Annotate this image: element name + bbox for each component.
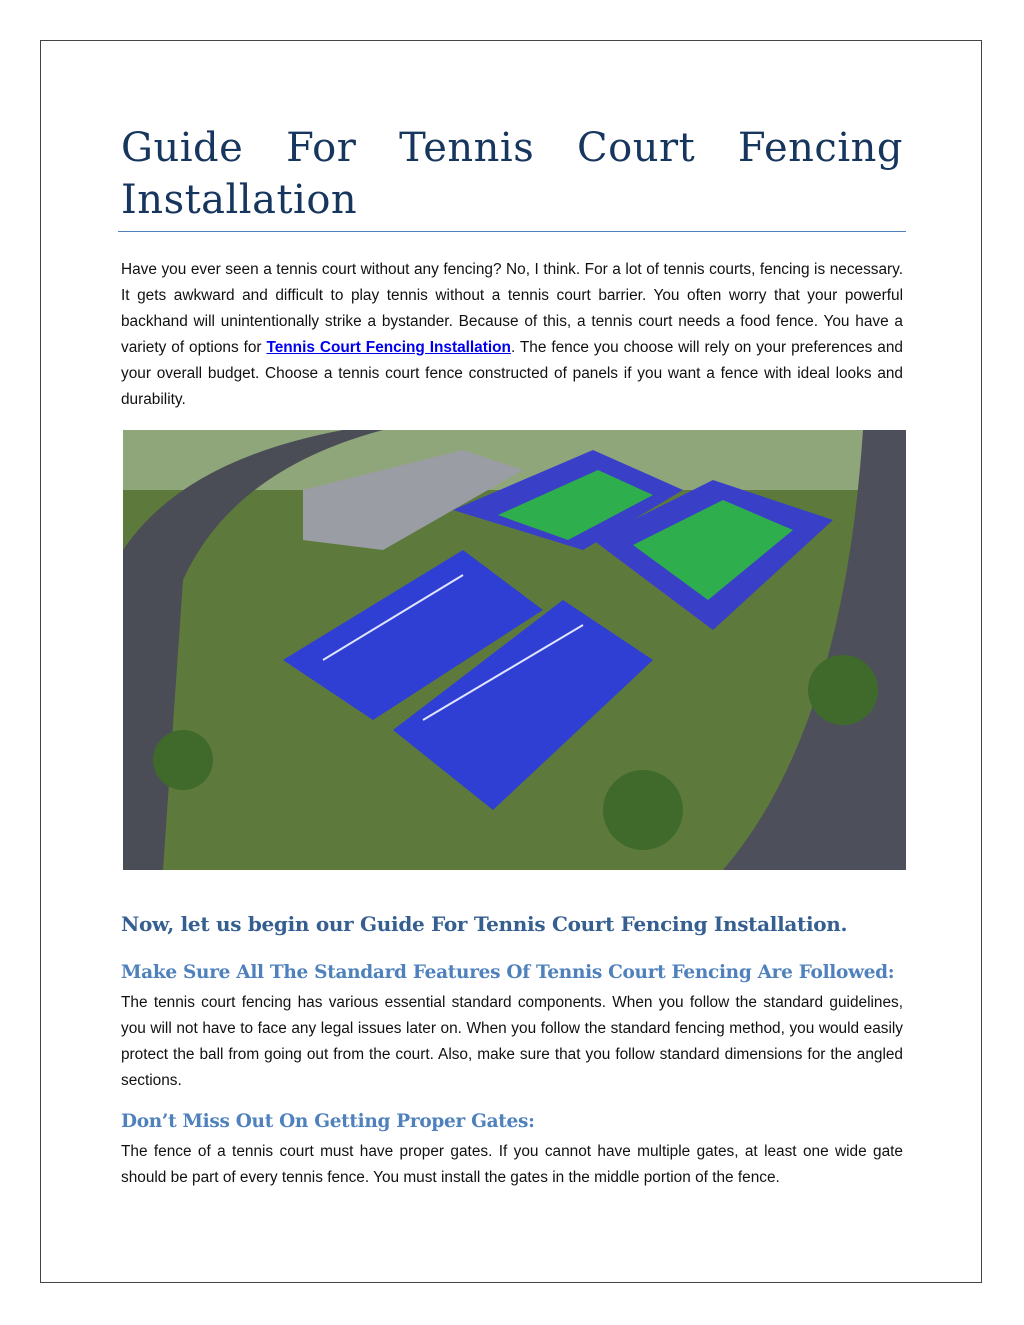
document-title: Guide For Tennis Court Fencing Installation: [121, 125, 903, 223]
section-body-gates: The fence of a tennis court must have proper gates. If you cannot have multiple gates, at least one wide gate should be part of every tennis fence. You must install the gates in the middle portion of the fence.: [121, 1143, 903, 1186]
section-heading-standards: Make Sure All The Standard Features Of Tennis Court Fencing Are Followed:: [121, 962, 895, 983]
title-divider: [118, 231, 906, 232]
intro-text: Have you ever seen a tennis court without any fencing? No, I think. For a lot of tennis courts, fencing is necessary. It gets awkward and difficult to play tennis without a tennis court barrier. You often worry that your powerful backhand will unintentionally strike a bystander. Because of this, a tennis court needs a food fence. You have a variety of options for: [121, 261, 903, 356]
intro-paragraph: [121, 257, 903, 413]
tennis-court-fencing-link[interactable]: Tennis Court Fencing Installation: [266, 339, 511, 356]
tennis-courts-aerial-image: [123, 430, 906, 870]
section-heading-gates: Don’t Miss Out On Getting Proper Gates:: [121, 1111, 535, 1132]
section-body-standards: The tennis court fencing has various essential standard components. When you follow the standard guidelines, you will not have to face any legal issues later on. When you follow the standard fencing method, you would easily protect the ball from going out from the court. Also, make sure that you follow standard dimensions for the angled sections.: [121, 994, 903, 1089]
section-heading: Now, let us begin our Guide For Tennis Court Fencing Installation.: [121, 912, 848, 936]
intro-text-end: . The fence you choose will rely on your preferences and your overall budget. Choose a tennis court fence constructed of panels if you want a fence with ideal looks and durability.: [121, 339, 903, 408]
